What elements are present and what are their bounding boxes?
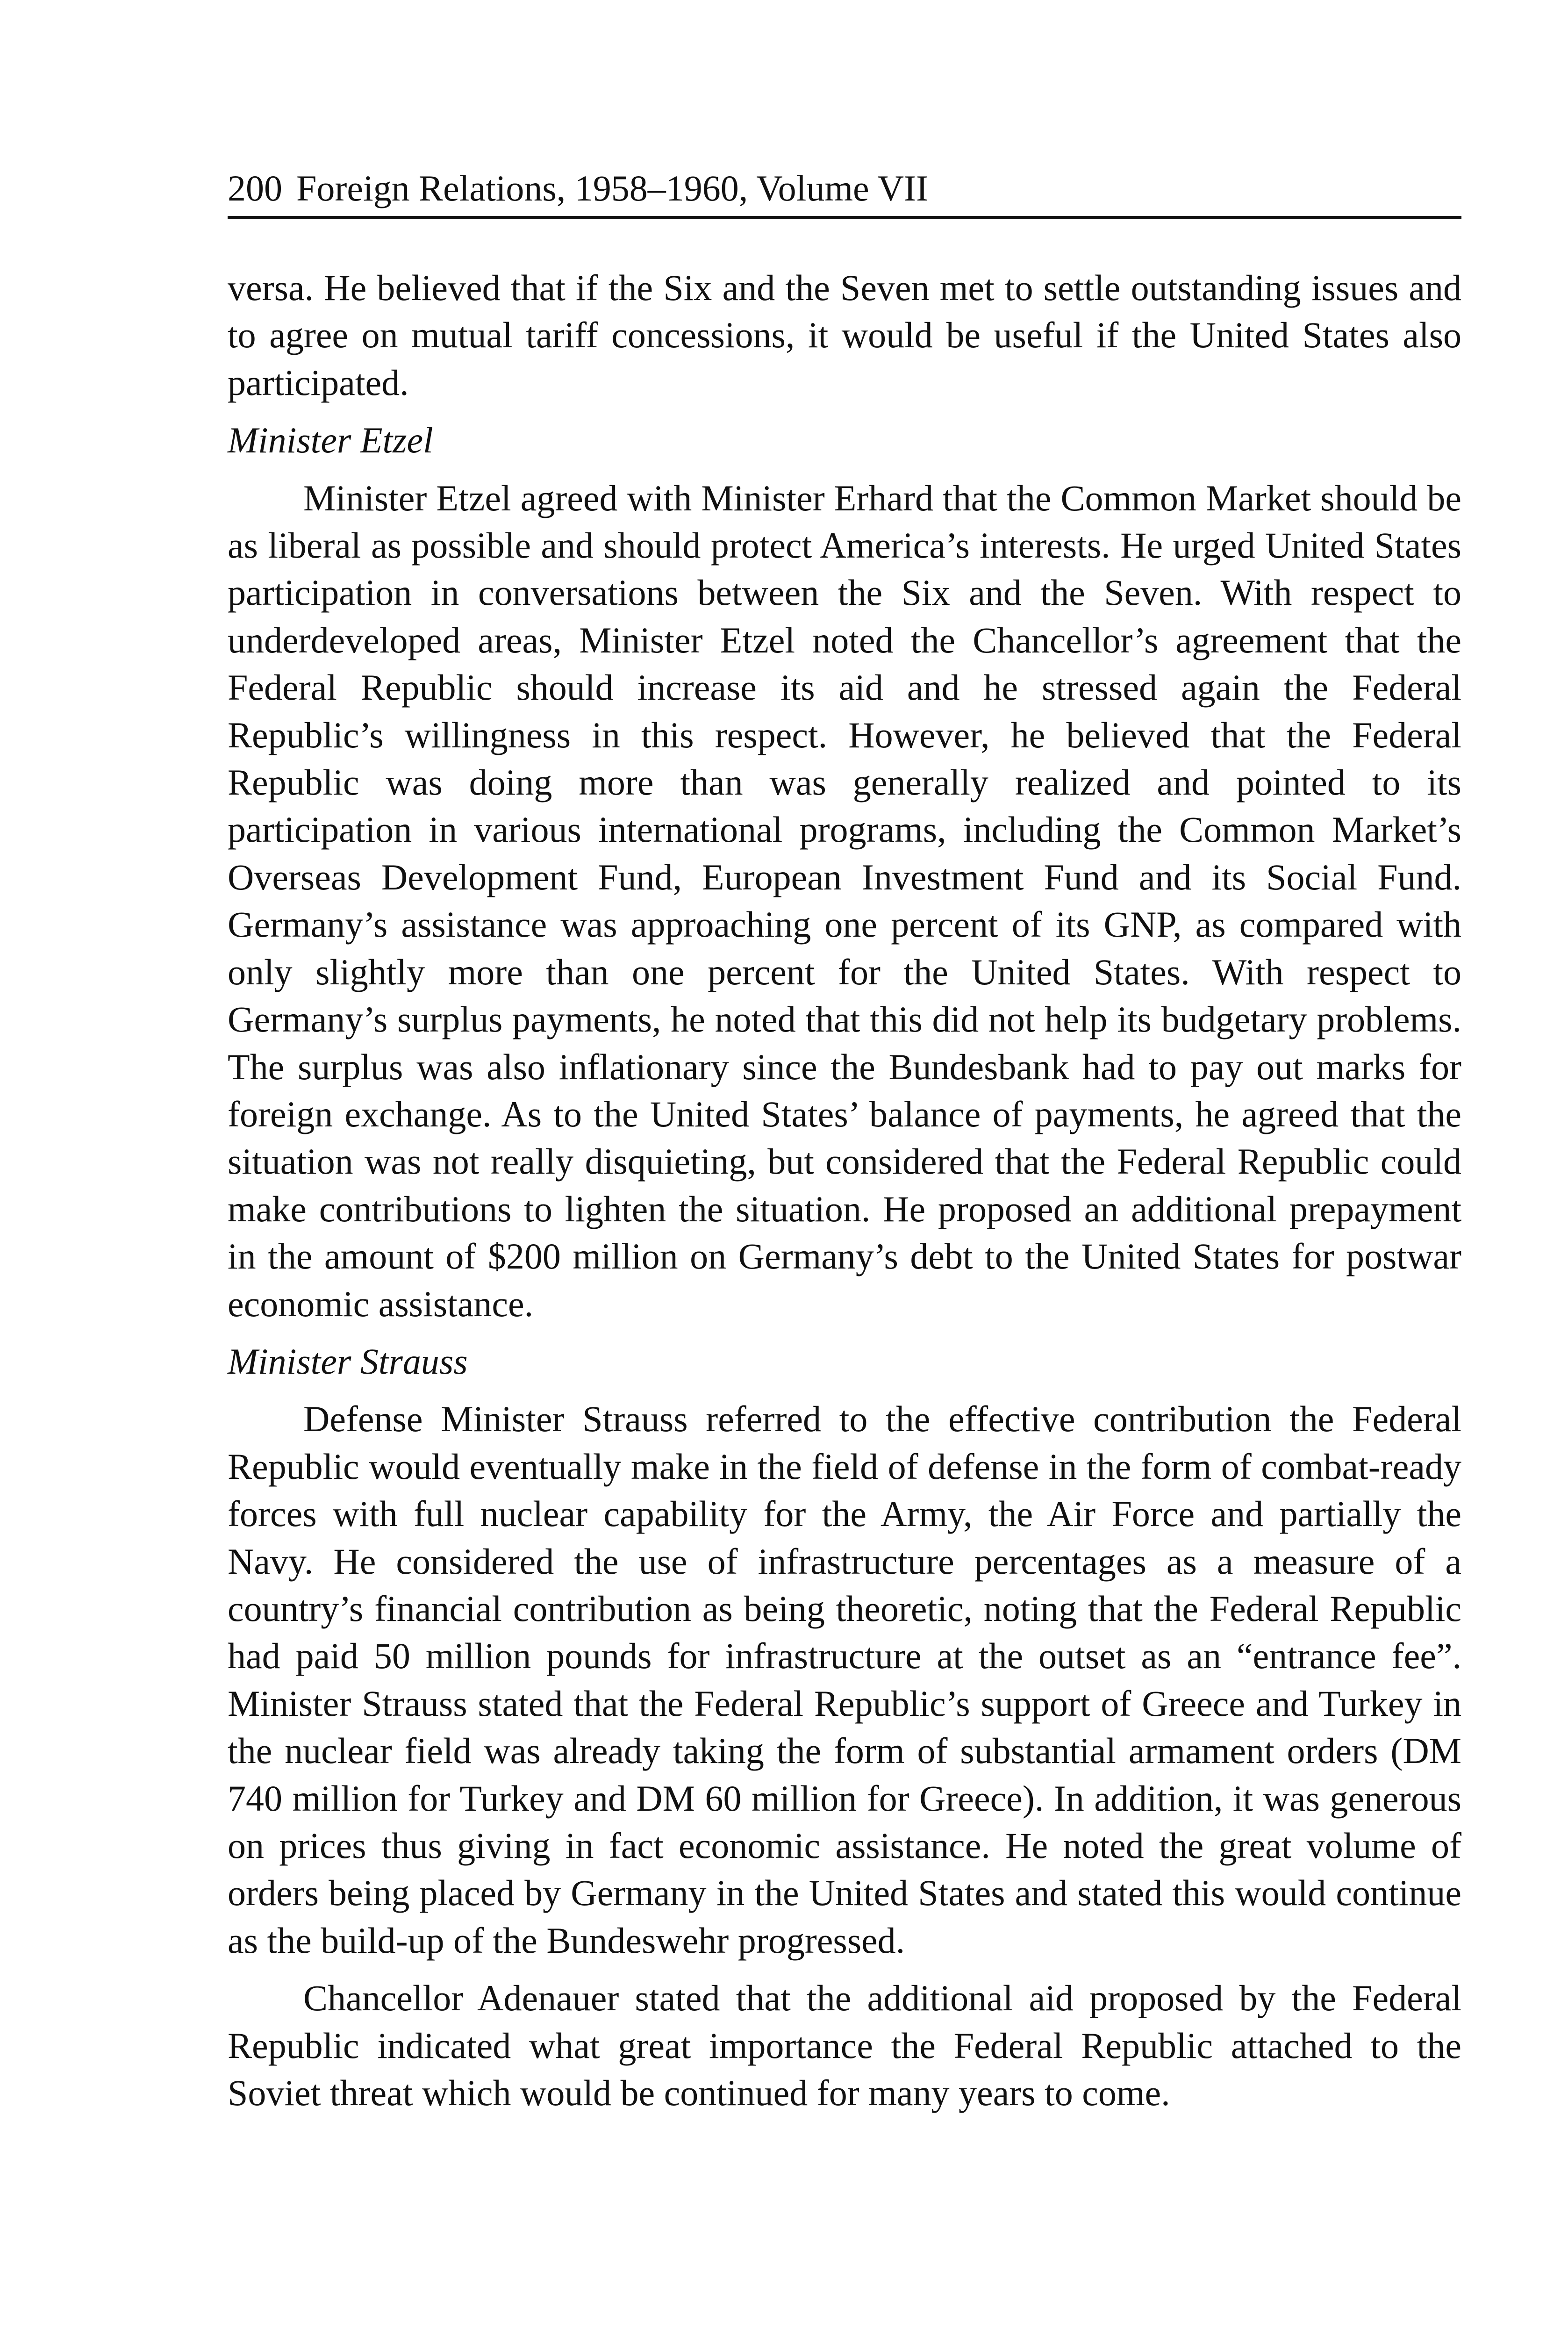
header-rule [228,216,1461,219]
body-text [228,264,1461,2116]
paragraph-etzel: Minister Etzel agreed with Minister Erhard that the Common Market should be as liberal as possible and should protect America’s interests. He urged United States participation in conversations between the Six and the Seven. With respect to underdeveloped areas, Minister Etzel noted the Chancellor’s agreement that the Federal Republic should increase its aid and he stressed again the Federal Republic’s willingness in this respect. However, he believed that the Federal Republic was doing more than was generally realized and pointed to its participation in various international programs, including the Common Market’s Overseas Development Fund, European Investment Fund and its Social Fund. Germany’s assistance was approaching one percent of its GNP, as compared with only slightly more than one percent for the United States. With respect to Germany’s surplus payments, he noted that this did not help its budgetary problems. The surplus was also inflationary since the Bundesbank had to pay out marks for foreign exchange. As to the United States’ balance of payments, he agreed that the situation was not really disquieting, but considered that the Federal Republic could make contributions to lighten the situation. He proposed an additional prepayment in the amount of $200 million on Germany’s debt to the United States for postwar economic assistance. [228,477,1461,1324]
heading-minister-etzel: Minister Etzel [228,420,433,461]
running-head [228,166,1461,211]
paragraph-strauss: Defense Minister Strauss referred to the effective contribution the Federal Republic would eventually make in the field of defense in the form of combat-ready forces with full nuclear capability for the Army, the Air Force and partially the Navy. He considered the use of infrastructure percentages as a measure of a country’s financial contribution as being theoretic, noting that the Federal Republic had paid 50 million pounds for infrastructure at the outset as an “entrance fee”. Minister Strauss stated that the Federal Republic’s support of Greece and Turkey in the nuclear field was already taking the form of substantial armament orders (DM 740 million for Turkey and DM 60 million for Greece). In addition, it was generous on prices thus giving in fact economic assistance. He noted the great volume of orders being placed by Germany in the United States and stated this would continue as the build-up of the Bundeswehr progressed. [228,1398,1461,1961]
heading-minister-strauss: Minister Strauss [228,1341,468,1382]
paragraph-adenauer: Chancellor Adenauer stated that the additional aid proposed by the Federal Republic indicated what great importance the Federal Republic attached to the Soviet threat which would be continued for many years to come. [228,1978,1461,2114]
paragraph-continuation: versa. He believed that if the Six and the Seven met to settle outstanding issues and to agree on mutual tariff concessions, it would be useful if the United States also participated. [228,267,1461,403]
running-title: Foreign Relations, 1958–1960, Volume VII [296,168,928,208]
page-number: 200 [228,168,282,208]
